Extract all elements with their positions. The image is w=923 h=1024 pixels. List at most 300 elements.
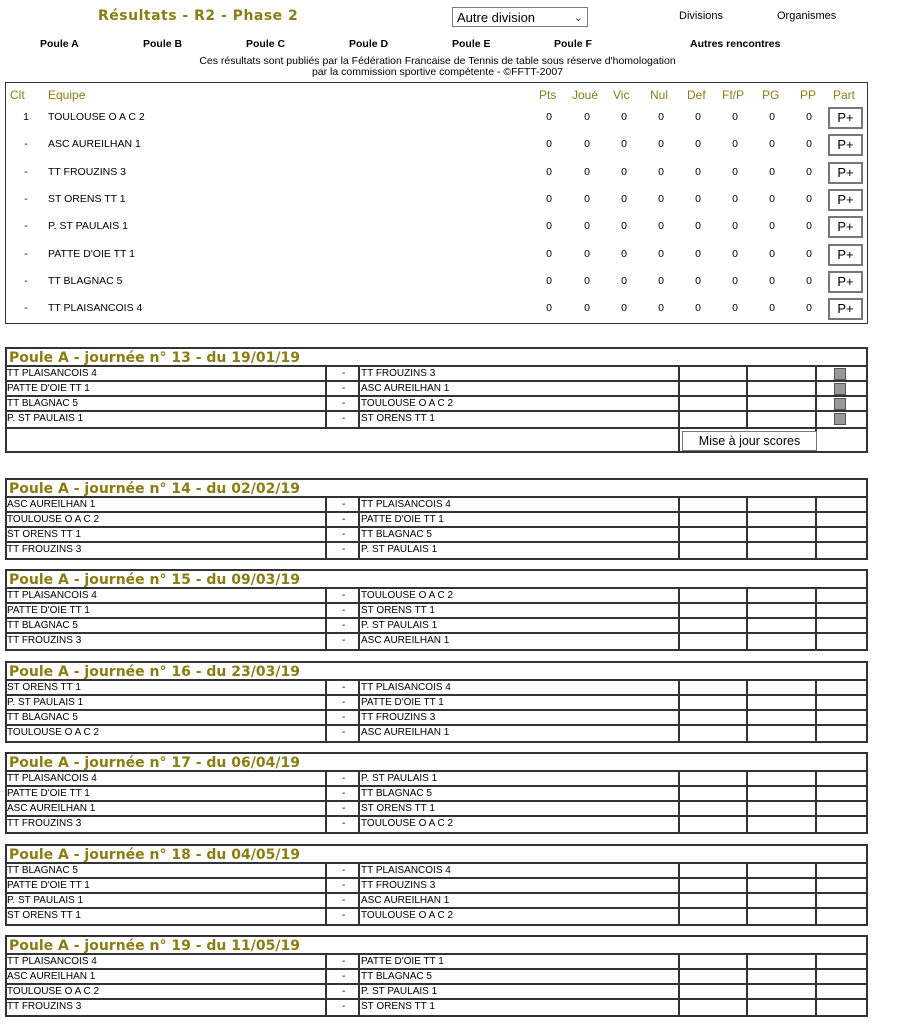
cell-divider xyxy=(815,412,817,427)
match-list xyxy=(7,864,866,924)
cell-divider xyxy=(325,879,327,892)
away-team: TT BLAGNAC 5 xyxy=(361,971,432,982)
versus-separator: - xyxy=(342,910,346,921)
edit-score-checkbox[interactable] xyxy=(834,368,846,380)
cell-divider xyxy=(325,513,327,526)
tab-poule-b[interactable]: Poule B xyxy=(143,38,183,50)
versus-separator: - xyxy=(342,620,346,631)
cell-divider xyxy=(746,970,748,983)
cell-divider xyxy=(325,382,327,395)
cell-def: 0 xyxy=(695,165,701,178)
match-row xyxy=(7,367,866,382)
versus-separator: - xyxy=(342,1001,346,1012)
cell-clt: - xyxy=(24,165,28,178)
match-row xyxy=(7,528,866,543)
cell-vic: 0 xyxy=(621,138,627,151)
cell-joue: 0 xyxy=(584,302,590,315)
match-list xyxy=(7,681,866,741)
cell-nul: 0 xyxy=(658,192,664,205)
cell-divider xyxy=(815,589,817,602)
col-header-nul: Nul xyxy=(650,88,669,102)
home-team: TT BLAGNAC 5 xyxy=(7,865,78,876)
cell-divider xyxy=(358,619,360,632)
away-team: TT FROUZINS 3 xyxy=(361,368,436,379)
cell-joue: 0 xyxy=(584,247,590,260)
cell-divider xyxy=(325,955,327,968)
edit-score-checkbox[interactable] xyxy=(834,413,846,425)
away-team: ST ORENS TT 1 xyxy=(361,803,435,814)
cell-divider xyxy=(815,864,817,877)
cell-divider xyxy=(815,1000,817,1015)
cell-divider xyxy=(358,367,360,380)
home-team: ASC AUREILHAN 1 xyxy=(7,499,96,510)
cell-pg: 0 xyxy=(769,165,775,178)
cell-divider xyxy=(678,429,680,451)
cell-def: 0 xyxy=(695,220,701,233)
cell-divider xyxy=(358,711,360,724)
journee-title: Poule A - journée n° 14 - du 02/02/19 xyxy=(7,480,866,498)
away-team: TOULOUSE O A C 2 xyxy=(361,398,454,409)
match-list xyxy=(7,498,866,558)
cell-ffp: 0 xyxy=(732,165,738,178)
versus-separator: - xyxy=(342,413,346,424)
tab-autres-rencontres[interactable]: Autres rencontres xyxy=(690,38,781,50)
part-button[interactable]: P+ xyxy=(828,244,863,266)
cell-divider xyxy=(358,1000,360,1015)
match-row xyxy=(7,772,866,787)
cell-divider xyxy=(815,604,817,617)
home-team: TT FROUZINS 3 xyxy=(7,635,82,646)
cell-divider xyxy=(815,382,817,395)
standings-row xyxy=(6,159,867,186)
cell-divider xyxy=(678,909,680,924)
home-team: PATTE D'OIE TT 1 xyxy=(7,788,90,799)
journee-title: Poule A - journée n° 13 - du 19/01/19 xyxy=(7,349,866,367)
cell-divider xyxy=(358,985,360,998)
versus-separator: - xyxy=(342,895,346,906)
cell-divider xyxy=(815,528,817,541)
cell-vic: 0 xyxy=(621,302,627,315)
cell-clt: - xyxy=(24,302,28,315)
cell-divider xyxy=(815,802,817,815)
cell-divider xyxy=(746,894,748,907)
cell-joue: 0 xyxy=(584,192,590,205)
cell-divider xyxy=(815,894,817,907)
cell-divider xyxy=(325,864,327,877)
cell-divider xyxy=(678,894,680,907)
cell-ffp: 0 xyxy=(732,111,738,123)
versus-separator: - xyxy=(342,514,346,525)
match-row xyxy=(7,802,866,817)
col-header-pg: PG xyxy=(762,88,780,102)
cell-divider xyxy=(325,604,327,617)
cell-divider xyxy=(815,985,817,998)
home-team: TT FROUZINS 3 xyxy=(7,544,82,555)
journee-title: Poule A - journée n° 19 - du 11/05/19 xyxy=(7,937,866,955)
home-team: TT PLAISANCOIS 4 xyxy=(7,773,97,784)
match-row xyxy=(7,970,866,985)
cell-divider xyxy=(678,817,680,832)
tab-poule-a[interactable]: Poule A xyxy=(40,38,79,50)
match-list xyxy=(7,955,866,1015)
home-team: PATTE D'OIE TT 1 xyxy=(7,383,90,394)
home-team: TT BLAGNAC 5 xyxy=(7,398,78,409)
cell-nul: 0 xyxy=(658,111,664,123)
cell-equipe: ASC AUREILHAN 1 xyxy=(48,138,141,151)
cell-divider xyxy=(358,528,360,541)
standings-row xyxy=(6,241,867,268)
cell-divider xyxy=(746,726,748,741)
away-team: P. ST PAULAIS 1 xyxy=(361,544,438,555)
cell-divider xyxy=(815,513,817,526)
part-button[interactable]: P+ xyxy=(828,162,863,184)
home-team: ST ORENS TT 1 xyxy=(7,910,81,921)
away-team: ST ORENS TT 1 xyxy=(361,605,435,616)
col-header-def: Def xyxy=(687,88,706,102)
match-row xyxy=(7,681,866,696)
cell-divider xyxy=(746,985,748,998)
cell-divider xyxy=(678,412,680,427)
cell-divider xyxy=(325,589,327,602)
col-header-pp: PP xyxy=(800,88,817,102)
cell-divider xyxy=(325,696,327,709)
journee-block xyxy=(5,569,868,651)
chevron-down-icon: ⌄ xyxy=(573,11,583,24)
home-team: TT PLAISANCOIS 4 xyxy=(7,590,97,601)
update-scores-button[interactable]: Mise à jour scores xyxy=(682,431,817,451)
cell-divider xyxy=(746,955,748,968)
cell-divider xyxy=(325,634,327,649)
cell-def: 0 xyxy=(695,302,701,315)
versus-separator: - xyxy=(342,682,346,693)
col-header-joue: Joué xyxy=(572,88,599,102)
cell-divider xyxy=(815,787,817,800)
journee-title: Poule A - journée n° 15 - du 09/03/19 xyxy=(7,571,866,589)
versus-separator: - xyxy=(342,605,346,616)
match-row xyxy=(7,985,866,1000)
col-header-part: Part xyxy=(833,88,856,102)
cell-pg: 0 xyxy=(769,220,775,233)
cell-divider xyxy=(746,696,748,709)
away-team: TOULOUSE O A C 2 xyxy=(361,590,454,601)
cell-nul: 0 xyxy=(658,138,664,151)
cell-divider xyxy=(815,634,817,649)
cell-divider xyxy=(678,367,680,380)
cell-divider xyxy=(358,970,360,983)
cell-pts: 0 xyxy=(546,247,552,260)
part-button[interactable]: P+ xyxy=(828,216,863,238)
edit-score-checkbox[interactable] xyxy=(834,383,846,395)
cell-divider xyxy=(358,817,360,832)
versus-separator: - xyxy=(342,544,346,555)
cell-pts: 0 xyxy=(546,302,552,315)
journee-block xyxy=(5,347,868,453)
cell-divider xyxy=(358,498,360,511)
tab-poule-e[interactable]: Poule E xyxy=(452,38,491,50)
match-row xyxy=(7,412,866,427)
cell-divider xyxy=(815,955,817,968)
match-list xyxy=(7,772,866,832)
match-list xyxy=(7,589,866,649)
versus-separator: - xyxy=(342,956,346,967)
cell-divider xyxy=(358,955,360,968)
cell-divider xyxy=(815,970,817,983)
cell-def: 0 xyxy=(695,274,701,287)
cell-divider xyxy=(358,412,360,427)
home-team: P. ST PAULAIS 1 xyxy=(7,697,84,708)
cell-divider xyxy=(746,367,748,380)
cell-pp: 0 xyxy=(806,192,812,205)
tab-poule-d[interactable]: Poule D xyxy=(349,38,389,50)
standings-table xyxy=(5,82,868,324)
cell-divider xyxy=(325,397,327,410)
link-divisions[interactable]: Divisions xyxy=(679,10,724,22)
cell-pp: 0 xyxy=(806,302,812,315)
away-team: P. ST PAULAIS 1 xyxy=(361,620,438,631)
home-team: TOULOUSE O A C 2 xyxy=(7,727,100,738)
cell-clt: - xyxy=(24,274,28,287)
cell-divider xyxy=(358,909,360,924)
cell-divider xyxy=(815,543,817,558)
cell-divider xyxy=(325,726,327,741)
cell-divider xyxy=(325,528,327,541)
cell-vic: 0 xyxy=(621,274,627,287)
home-team: PATTE D'OIE TT 1 xyxy=(7,605,90,616)
tab-poule-c[interactable]: Poule C xyxy=(246,38,286,50)
cell-divider xyxy=(746,802,748,815)
match-list xyxy=(7,367,866,427)
match-row xyxy=(7,619,866,634)
col-header-ffp: Ff/P xyxy=(722,88,745,102)
cell-clt: - xyxy=(24,138,28,151)
cell-pp: 0 xyxy=(806,220,812,233)
match-row xyxy=(7,382,866,397)
cell-pts: 0 xyxy=(546,165,552,178)
journee-block xyxy=(5,661,868,743)
cell-divider xyxy=(678,397,680,410)
standings-row xyxy=(6,268,867,295)
part-button[interactable]: P+ xyxy=(828,271,863,293)
cell-divider xyxy=(746,634,748,649)
versus-separator: - xyxy=(342,398,346,409)
edit-score-checkbox[interactable] xyxy=(834,398,846,410)
cell-divider xyxy=(678,802,680,815)
link-organismes[interactable]: Organismes xyxy=(777,10,837,22)
cell-divider xyxy=(325,772,327,785)
cell-divider xyxy=(746,382,748,395)
cell-divider xyxy=(678,528,680,541)
cell-clt: - xyxy=(24,192,28,205)
cell-divider xyxy=(358,864,360,877)
cell-divider xyxy=(746,711,748,724)
versus-separator: - xyxy=(342,697,346,708)
versus-separator: - xyxy=(342,773,346,784)
away-team: P. ST PAULAIS 1 xyxy=(361,773,438,784)
cell-divider xyxy=(746,681,748,694)
cell-vic: 0 xyxy=(621,192,627,205)
away-team: TT PLAISANCOIS 4 xyxy=(361,865,451,876)
home-team: P. ST PAULAIS 1 xyxy=(7,895,84,906)
versus-separator: - xyxy=(342,865,346,876)
cell-divider xyxy=(678,711,680,724)
cell-divider xyxy=(746,909,748,924)
cell-clt: 1 xyxy=(23,111,29,123)
cell-divider xyxy=(358,589,360,602)
cell-vic: 0 xyxy=(621,111,627,123)
cell-pts: 0 xyxy=(546,111,552,123)
home-team: PATTE D'OIE TT 1 xyxy=(7,880,90,891)
cell-divider xyxy=(358,513,360,526)
match-row xyxy=(7,513,866,528)
cell-divider xyxy=(815,909,817,924)
cell-divider xyxy=(358,681,360,694)
part-button[interactable]: P+ xyxy=(828,107,863,129)
cell-joue: 0 xyxy=(584,138,590,151)
home-team: ST ORENS TT 1 xyxy=(7,529,81,540)
col-header-clt: Clt xyxy=(10,88,25,102)
versus-separator: - xyxy=(342,590,346,601)
match-row xyxy=(7,634,866,649)
cell-nul: 0 xyxy=(658,274,664,287)
cell-pg: 0 xyxy=(769,138,775,151)
cell-divider xyxy=(815,498,817,511)
cell-divider xyxy=(815,879,817,892)
cell-divider xyxy=(325,817,327,832)
match-row xyxy=(7,909,866,924)
cell-divider xyxy=(678,864,680,877)
cell-divider xyxy=(325,543,327,558)
cell-equipe: ST ORENS TT 1 xyxy=(48,192,126,205)
cell-divider xyxy=(325,970,327,983)
cell-divider xyxy=(815,367,817,380)
away-team: TT BLAGNAC 5 xyxy=(361,529,432,540)
versus-separator: - xyxy=(342,368,346,379)
cell-equipe: TOULOUSE O A C 2 xyxy=(48,111,145,123)
cell-divider xyxy=(678,879,680,892)
homologation-notice xyxy=(150,56,725,78)
cell-divider xyxy=(678,1000,680,1015)
journee-block xyxy=(5,752,868,834)
match-row xyxy=(7,696,866,711)
match-row xyxy=(7,955,866,970)
cell-divider xyxy=(746,1000,748,1015)
cell-divider xyxy=(746,543,748,558)
standings-row xyxy=(6,186,867,213)
cell-divider xyxy=(746,513,748,526)
cell-equipe: TT FROUZINS 3 xyxy=(48,165,126,178)
cell-ffp: 0 xyxy=(732,274,738,287)
standings-row xyxy=(6,104,867,131)
match-row xyxy=(7,864,866,879)
division-select[interactable] xyxy=(452,7,588,27)
cell-pp: 0 xyxy=(806,111,812,123)
tab-poule-f[interactable]: Poule F xyxy=(554,38,592,50)
cell-divider xyxy=(358,543,360,558)
versus-separator: - xyxy=(342,727,346,738)
away-team: PATTE D'OIE TT 1 xyxy=(361,956,444,967)
cell-divider xyxy=(325,894,327,907)
division-select-value: Autre division xyxy=(457,9,536,25)
away-team: TT FROUZINS 3 xyxy=(361,880,436,891)
journee-block xyxy=(5,844,868,926)
cell-divider xyxy=(358,787,360,800)
col-header-vic: Vic xyxy=(613,88,630,102)
cell-def: 0 xyxy=(695,247,701,260)
journee-title: Poule A - journée n° 17 - du 06/04/19 xyxy=(7,754,866,772)
cell-divider xyxy=(815,696,817,709)
cell-divider xyxy=(678,382,680,395)
cell-divider xyxy=(746,528,748,541)
cell-vic: 0 xyxy=(621,247,627,260)
cell-def: 0 xyxy=(695,111,701,123)
versus-separator: - xyxy=(342,971,346,982)
cell-divider xyxy=(325,498,327,511)
away-team: ASC AUREILHAN 1 xyxy=(361,727,450,738)
cell-divider xyxy=(746,604,748,617)
cell-ffp: 0 xyxy=(732,138,738,151)
cell-nul: 0 xyxy=(658,165,664,178)
away-team: TT FROUZINS 3 xyxy=(361,712,436,723)
match-row xyxy=(7,1000,866,1015)
cell-pts: 0 xyxy=(546,274,552,287)
cell-divider xyxy=(815,397,817,410)
cell-nul: 0 xyxy=(658,302,664,315)
home-team: P. ST PAULAIS 1 xyxy=(7,413,84,424)
match-row xyxy=(7,787,866,802)
cell-divider xyxy=(678,619,680,632)
away-team: ASC AUREILHAN 1 xyxy=(361,895,450,906)
away-team: ASC AUREILHAN 1 xyxy=(361,635,450,646)
versus-separator: - xyxy=(342,635,346,646)
versus-separator: - xyxy=(342,499,346,510)
cell-pg: 0 xyxy=(769,192,775,205)
part-button[interactable]: P+ xyxy=(828,134,863,156)
cell-divider xyxy=(325,985,327,998)
cell-divider xyxy=(678,498,680,511)
cell-ffp: 0 xyxy=(732,302,738,315)
cell-pg: 0 xyxy=(769,247,775,260)
cell-divider xyxy=(678,543,680,558)
cell-divider xyxy=(746,589,748,602)
versus-separator: - xyxy=(342,712,346,723)
match-row xyxy=(7,711,866,726)
versus-separator: - xyxy=(342,803,346,814)
part-button[interactable]: P+ xyxy=(828,189,863,211)
cell-divider xyxy=(678,772,680,785)
match-row xyxy=(7,589,866,604)
update-row xyxy=(7,427,866,451)
cell-divider xyxy=(815,817,817,832)
cell-divider xyxy=(678,955,680,968)
cell-divider xyxy=(815,681,817,694)
cell-divider xyxy=(746,817,748,832)
cell-clt: - xyxy=(24,247,28,260)
versus-separator: - xyxy=(342,529,346,540)
notice-line-2: par la commission sportive compétente - ©FFTT-2007 xyxy=(311,66,564,78)
cell-equipe: PATTE D'OIE TT 1 xyxy=(48,247,135,260)
cell-divider xyxy=(325,787,327,800)
cell-vic: 0 xyxy=(621,165,627,178)
away-team: TT PLAISANCOIS 4 xyxy=(361,499,451,510)
home-team: ASC AUREILHAN 1 xyxy=(7,971,96,982)
standings-row xyxy=(6,213,867,240)
part-button[interactable]: P+ xyxy=(828,298,863,320)
home-team: ST ORENS TT 1 xyxy=(7,682,81,693)
cell-divider xyxy=(678,513,680,526)
cell-divider xyxy=(746,772,748,785)
cell-divider xyxy=(678,681,680,694)
away-team: ASC AUREILHAN 1 xyxy=(361,383,450,394)
